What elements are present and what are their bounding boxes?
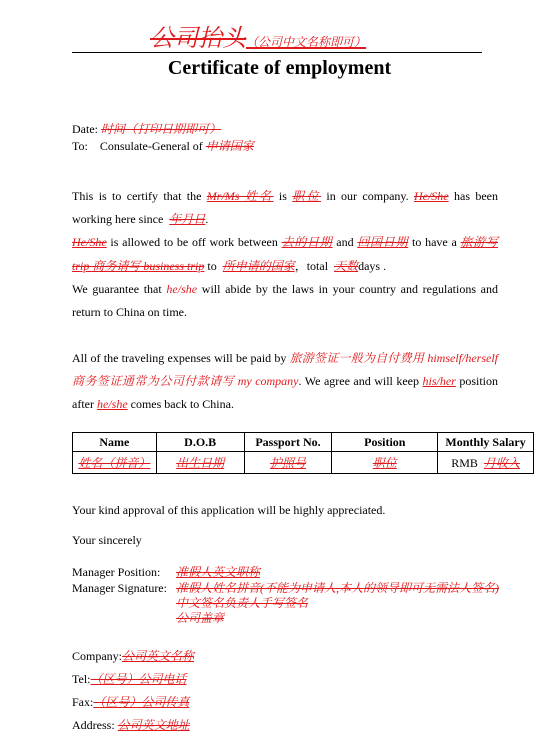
- approval-text: Your kind approval of this application will be highly appreciated.: [72, 503, 386, 517]
- header-divider: [72, 52, 482, 53]
- trip-days: 天数: [334, 259, 359, 273]
- company-letterhead: [150, 18, 366, 53]
- paragraph-2-line-1: He/She is allowed to be off work between 去的日期 and 回国日期 to have a 旅游写: [72, 235, 498, 249]
- manager-position-label: Manager Position:: [72, 565, 161, 579]
- salary-value: 月收入: [483, 456, 520, 470]
- paragraph-2-line-2: trip 商务请写 business trip to 所申请的国家，total 天数days .: [72, 259, 387, 273]
- employment-start-date: 年月日: [169, 212, 206, 226]
- paragraph-1-line-2: working here since 年月日.: [72, 212, 209, 226]
- to-text: Consulate-General of: [99, 139, 203, 153]
- company-header-note: （公司中文名称即可）: [246, 35, 367, 49]
- date-label: Date:: [72, 122, 98, 136]
- paragraph-4-line-1: All of the traveling expenses will be paid by 旅游签证一般为自付费用 himself/herself: [72, 351, 498, 365]
- tel-line: [72, 671, 498, 687]
- company-fax: （区号）公司传真: [93, 695, 190, 709]
- to-line: [72, 138, 498, 154]
- manager-position-value: 准假人英文职称: [176, 565, 261, 579]
- cell-dob: 出生日期: [176, 456, 225, 470]
- company-label: Company:: [72, 649, 122, 663]
- paragraph-4-line-3: after he/she comes back to China.: [72, 397, 234, 411]
- address-line: [72, 717, 498, 733]
- manager-signature-line: [72, 580, 498, 596]
- cell-passport: 护照号: [269, 456, 306, 470]
- company-tel: （区号）公司电话: [90, 672, 187, 686]
- cell-position: 职位: [372, 456, 397, 470]
- pronoun: He/She: [413, 189, 449, 203]
- address-label: Address:: [72, 718, 115, 732]
- pronoun: he/she: [96, 397, 128, 411]
- pronoun: his/her: [422, 374, 456, 388]
- company-line: [72, 648, 498, 664]
- to-label: To:: [72, 139, 88, 153]
- destination-country: 所申请的国家: [222, 259, 295, 273]
- consulate-country: 申请国家: [205, 139, 254, 153]
- paragraph-1-line-1: This is to certify that the Mr/Ms 姓名 is 职位 in our company. He/She has been: [72, 189, 499, 203]
- expense-payer-continued: 商务签证通常为公司付款请写 my company: [72, 374, 299, 388]
- paragraph-4-line-2: 商务签证通常为公司付款请写 my company. We agree and will keep his/her position: [72, 374, 498, 388]
- pronoun: he/she: [166, 282, 198, 296]
- employee-name: Mr/Ms 姓名: [206, 189, 274, 203]
- manager-signature-label: Manager Signature:: [72, 581, 167, 595]
- tel-label: Tel:: [72, 672, 91, 686]
- date-value: 时间（打印日期即可）: [101, 122, 222, 136]
- pronoun: He/She: [72, 235, 107, 249]
- table-header-position: Position: [332, 433, 438, 452]
- closing-text: Your sincerely: [72, 533, 142, 547]
- trip-purpose: 旅游写: [460, 235, 498, 249]
- manager-signature-note: 中文签名负责人手写签名: [176, 596, 309, 610]
- employee-info-table: [72, 432, 534, 474]
- table-header-passport: Passport No.: [244, 433, 332, 452]
- return-date: 回国日期: [357, 235, 409, 249]
- company-seal: 公司盖章: [176, 611, 225, 625]
- fax-line: [72, 694, 498, 710]
- employee-position: 职位: [292, 189, 321, 203]
- table-header-salary: Monthly Salary: [438, 433, 534, 452]
- table-header-name: Name: [73, 433, 157, 452]
- manager-signature-value: 准假人姓名拼音(不能为申请人,本人的领导即可无需法人签名): [176, 581, 499, 595]
- trip-purpose-continued: trip 商务请写 business trip: [72, 259, 205, 273]
- table-header-dob: D.O.B: [156, 433, 244, 452]
- salary-currency: RMB: [451, 456, 478, 470]
- expense-payer: 旅游签证一般为自付费用 himself/herself: [289, 351, 498, 365]
- manager-position-line: [72, 564, 498, 580]
- cell-salary: [438, 452, 534, 474]
- company-name: 公司英文名称: [122, 649, 195, 663]
- paragraph-3-line-1: We guarantee that he/she will abide by the laws in your country and regulations and: [72, 282, 499, 296]
- document-title: Certificate of employment: [167, 57, 392, 79]
- cell-name: 姓名（拼音）: [78, 456, 151, 470]
- table-header-row: [73, 433, 534, 452]
- paragraph-3-line-2: return to China on time.: [72, 305, 187, 319]
- date-line: [72, 121, 498, 137]
- company-address: 公司英文地址: [117, 718, 190, 732]
- fax-label: Fax:: [72, 695, 94, 709]
- table-row: [73, 452, 534, 474]
- company-header: 公司抬头: [150, 26, 246, 52]
- departure-date: 去的日期: [281, 235, 333, 249]
